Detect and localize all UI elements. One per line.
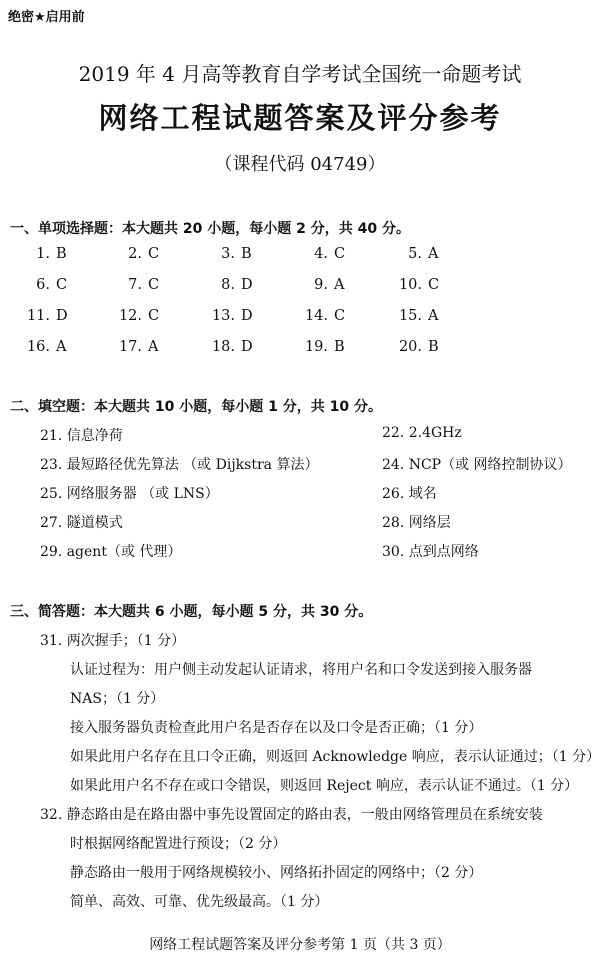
mc-answer — [205, 339, 253, 355]
mc-answer-letter: A — [334, 277, 345, 293]
mc-question-number: 18. — [211, 339, 235, 355]
mc-question-number: 3. — [221, 246, 235, 262]
short-answer-31-line: 如果此用户名不存在或口令错误，则返回 Reject 响应，表示认证不通过。（1 分） — [70, 778, 579, 794]
mc-answer-letter: C — [56, 277, 68, 293]
mc-answer-letter: A — [428, 246, 439, 262]
fill-answer-25: 25. 网络服务器 （或 LNS） — [40, 486, 219, 502]
mc-answer — [298, 308, 345, 324]
mc-question-number: 9. — [314, 277, 328, 293]
mc-question-number: 5. — [408, 246, 422, 262]
mc-answer-letter: C — [148, 277, 160, 293]
short-answer-32-line: 时根据网络配置进行预设；（2 分） — [70, 836, 287, 852]
mc-answer — [298, 246, 345, 262]
mc-answer — [112, 339, 158, 355]
fill-answer-30: 30. 点到点网络 — [382, 544, 479, 560]
mc-answer-letter: C — [334, 308, 346, 324]
section3-heading: 三、简答题：本大题共 6 小题，每小题 5 分，共 30 分。 — [10, 604, 373, 620]
mc-answer-letter: B — [56, 246, 67, 262]
short-answer-31-line: NAS；（1 分） — [70, 691, 165, 707]
mc-answer-letter: D — [56, 308, 68, 324]
mc-question-number: 1. — [36, 246, 50, 262]
mc-question-number: 4. — [314, 246, 328, 262]
mc-answer — [20, 308, 68, 324]
mc-answer-letter: C — [148, 308, 160, 324]
mc-question-number: 13. — [211, 308, 235, 324]
mc-answer-letter: A — [428, 308, 439, 324]
mc-answer — [392, 246, 438, 262]
mc-answer — [20, 246, 67, 262]
mc-answer — [392, 308, 438, 324]
mc-answer — [392, 339, 439, 355]
mc-question-number: 8. — [221, 277, 235, 293]
short-answer-31-line: 接入服务器负责检查此用户名是否存在以及口令是否正确；（1 分） — [70, 720, 483, 736]
short-answer-31-line: 认证过程为：用户侧主动发起认证请求，将用户名和口令发送到接入服务器 — [70, 662, 532, 678]
mc-answer — [112, 308, 159, 324]
exam-title: 2019 年 4 月高等教育自学考试全国统一命题考试 — [78, 62, 522, 86]
section1-heading: 一、单项选择题：本大题共 20 小题，每小题 2 分，共 40 分。 — [10, 221, 410, 237]
mc-question-number: 15. — [398, 308, 422, 324]
fill-answer-28: 28. 网络层 — [382, 515, 451, 531]
mc-answer-letter: B — [334, 339, 345, 355]
course-code: （课程代码 04749） — [214, 154, 386, 175]
mc-answer-letter: B — [428, 339, 439, 355]
mc-answer-letter: D — [241, 308, 253, 324]
fill-answer-26: 26. 域名 — [382, 486, 437, 502]
mc-question-number: 16. — [26, 339, 50, 355]
mc-answer — [205, 246, 252, 262]
mc-answer — [205, 308, 253, 324]
mc-answer-letter: D — [241, 339, 253, 355]
mc-answer — [112, 277, 159, 293]
mc-answer — [20, 339, 66, 355]
mc-question-number: 11. — [26, 308, 50, 324]
mc-answer — [298, 277, 344, 293]
mc-question-number: 10. — [398, 277, 422, 293]
mc-answer-letter: C — [148, 246, 160, 262]
mc-question-number: 20. — [398, 339, 422, 355]
mc-answer-letter: C — [428, 277, 440, 293]
mc-answer — [392, 277, 439, 293]
mc-question-number: 12. — [118, 308, 142, 324]
mc-answer-letter: B — [241, 246, 252, 262]
mc-answer-letter: A — [148, 339, 159, 355]
short-answer-31-line: 31. 两次握手；（1 分） — [40, 633, 186, 649]
mc-answer-letter: D — [241, 277, 253, 293]
mc-question-number: 7. — [128, 277, 142, 293]
mc-question-number: 17. — [118, 339, 142, 355]
mc-answer — [112, 246, 159, 262]
mc-question-number: 19. — [304, 339, 328, 355]
fill-answer-27: 27. 隧道模式 — [40, 515, 123, 531]
mc-answer — [20, 277, 67, 293]
mc-question-number: 6. — [36, 277, 50, 293]
section2-heading: 二、填空题：本大题共 10 小题，每小题 1 分，共 10 分。 — [10, 399, 382, 415]
fill-answer-23: 23. 最短路径优先算法 （或 Dijkstra 算法） — [40, 457, 319, 473]
fill-answer-21: 21. 信息净荷 — [40, 428, 123, 444]
fill-answer-29: 29. agent（或 代理） — [40, 544, 182, 560]
short-answer-32-line: 32. 静态路由是在路由器中事先设置固定的路由表，一般由网络管理员在系统安装 — [40, 807, 543, 823]
short-answer-32-line: 简单、高效、可靠、优先级最高。（1 分） — [70, 894, 329, 910]
mc-answer-letter: C — [334, 246, 346, 262]
secret-mark: 绝密★启用前 — [8, 10, 85, 25]
mc-question-number: 2. — [128, 246, 142, 262]
short-answer-31-line: 如果此用户名存在且口令正确，则返回 Acknowledge 响应，表示认证通过；（1 分） — [70, 749, 600, 765]
page-footer: 网络工程试题答案及评分参考第 1 页（共 3 页） — [149, 937, 451, 953]
doc-title: 网络工程试题答案及评分参考 — [98, 101, 502, 135]
fill-answer-24: 24. NCP（或 网络控制协议） — [382, 457, 572, 473]
mc-answer-letter: A — [56, 339, 67, 355]
mc-answer — [205, 277, 253, 293]
mc-question-number: 14. — [304, 308, 328, 324]
fill-answer-22: 22. 2.4GHz — [382, 425, 462, 441]
short-answer-32-line: 静态路由一般用于网络规模较小、网络拓扑固定的网络中；（2 分） — [70, 865, 483, 881]
mc-answer — [298, 339, 345, 355]
